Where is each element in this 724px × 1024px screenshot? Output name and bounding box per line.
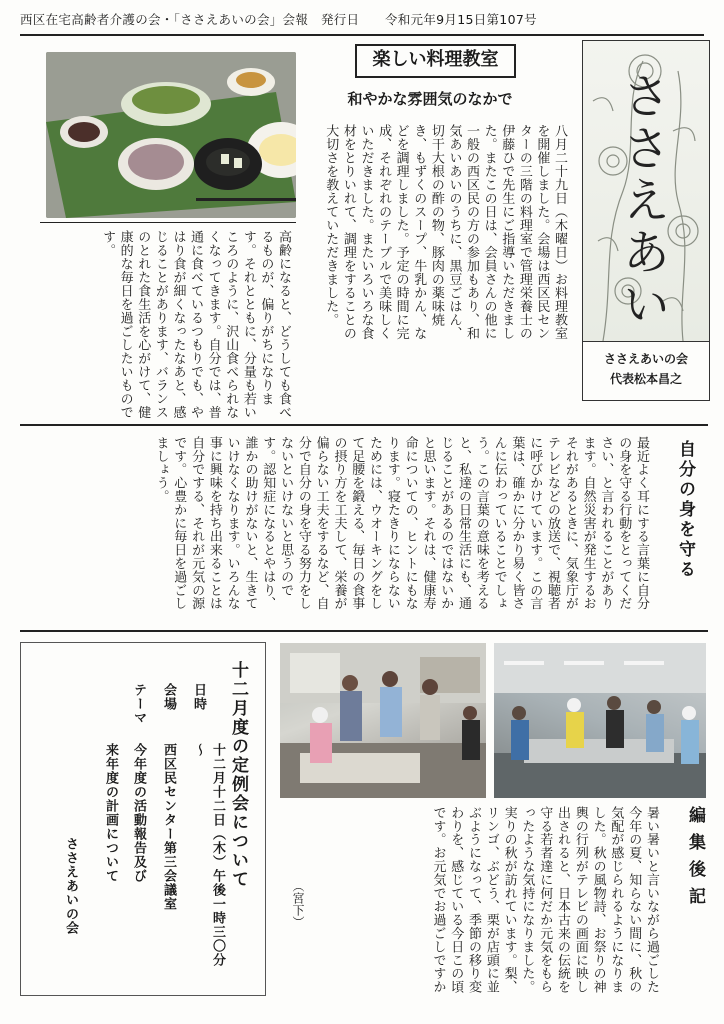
masthead-title: ささえあい bbox=[614, 71, 670, 331]
masthead bbox=[582, 40, 710, 342]
protect-body: 最近よく耳にする言葉に自分の身を守る行動をとってください、と言われることがあります。自然災害が発生するおそれがあるときに、気象庁がテレビなどの放送で、視聴者に呼びかけています。この言葉は、確かに分かり易く皆さんに伝わっていることでしょう。この言葉の意味を考えると、私達の日常生活にも、通じることがあるのではないかと思います。それは、健康寿命についての、ヒントにもなります。寝たきりにならないためには、ウオーキングをして足腰を鍛える、毎日の食事の摂り方を工夫して、栄養が偏らない工夫をするなど、自分で自分の身を守る努力をしないといけないと思うのです。認知症になるとやはり、誰かの助けがないと、生きていけなくなります。いろんな事に興味を持ち出来ることは自分でする、それが元気の源です。心豊かに毎日を過ごしましょう。 bbox=[153, 436, 649, 611]
editor-note-body: 暑い暑いと言いながら過ごした今年の夏、知らない間に、秋の気配が感じられるようになりました。秋の風物詩、お祭りの神輿の行列がテレビの画面に映し出されると、日本古来の伝統を守る若者達に何だか元気をもらったような気持になりました。実りの秋が訪れています。梨、リンゴ、ぶどう、栗が店頭に並ぶようになって、季節の移り変わりを、感じている今日この頃です。お元気でお過ごしですか bbox=[430, 806, 659, 994]
cooking-article-subtitle: 和やかな雰囲気のなかで bbox=[347, 90, 513, 108]
meeting-venue-label: 会場 bbox=[161, 683, 176, 711]
header-rule bbox=[20, 34, 704, 36]
organization-name: ささえあいの会 bbox=[603, 352, 688, 366]
cooking-class-illustration-left bbox=[280, 643, 486, 798]
section-rule-1 bbox=[20, 424, 708, 426]
cooking-article-title: 楽しい料理教室 bbox=[355, 44, 516, 78]
newsletter-header: 西区在宅高齢者介護の会・「ささえあいの会」会報 発行日 令和元年9月15日第107号 bbox=[20, 12, 537, 27]
meeting-theme-value-1: 今年度の活動報告及び bbox=[131, 743, 146, 883]
editor-note-heading: 編集後記 bbox=[685, 806, 705, 914]
meeting-date-label: 日時 bbox=[191, 683, 206, 711]
editor-note-signature: （宮下） bbox=[291, 880, 305, 928]
meeting-organization: ささえあいの会 bbox=[63, 837, 78, 935]
food-photo-illustration bbox=[46, 52, 296, 218]
section-rule-2 bbox=[20, 630, 708, 632]
organization-box bbox=[582, 340, 710, 401]
meeting-venue-value: 西区民センター第三会議室 bbox=[161, 743, 176, 911]
cooking-class-illustration-right bbox=[494, 643, 706, 798]
meeting-theme-label: テーマ bbox=[131, 683, 146, 725]
cooking-class-photo-left bbox=[280, 643, 486, 798]
meeting-date-value: 十二月十二日（木）午後一時三〇分～ bbox=[191, 743, 225, 967]
cooking-food-photo bbox=[46, 52, 296, 218]
meeting-theme-value-2: 来年度の計画について bbox=[103, 743, 118, 883]
protect-heading: 自分の身を守る bbox=[675, 440, 695, 580]
meeting-title: 十二月度の定例会について bbox=[228, 661, 248, 889]
cooking-photo-rule bbox=[40, 222, 296, 223]
cooking-side-body: 高齢になると、どうしても食べるものが、偏りがちになります。それとともに、分量も若いころのように、沢山食べられなくなってきます。自分では、普通に食べているつもりでも、やはり食が細くなったなあと、感じることがあります、バランスのとれた食生活を心がけて、健康的な毎日を過ごしたいものです。 bbox=[100, 230, 291, 419]
meeting-box bbox=[20, 642, 266, 996]
representative-name: 代表松本昌之 bbox=[609, 372, 682, 386]
cooking-article-body: 八月二十九日（木曜日）お料理教室を開催しました。会場は西区民センターの三階の料理室で管理栄養士の伊藤ひで先生にご指導いただきました。またこの日は、会員さんの他に一般の西区民の方の参加もあり、和気あいあいのうちに、黒豆ごはん、切干大根の酢の物、豚肉の薬味焼き、もずくのスープ、牛乳かん、などを調理しました。予定の時間に完成、それぞれのテーブルで美味しくいただきました。またいろいろな食材をとりいれて、調理をすることの大切さを教えていただきました。 bbox=[323, 124, 567, 340]
cooking-class-photo-right bbox=[494, 643, 706, 798]
